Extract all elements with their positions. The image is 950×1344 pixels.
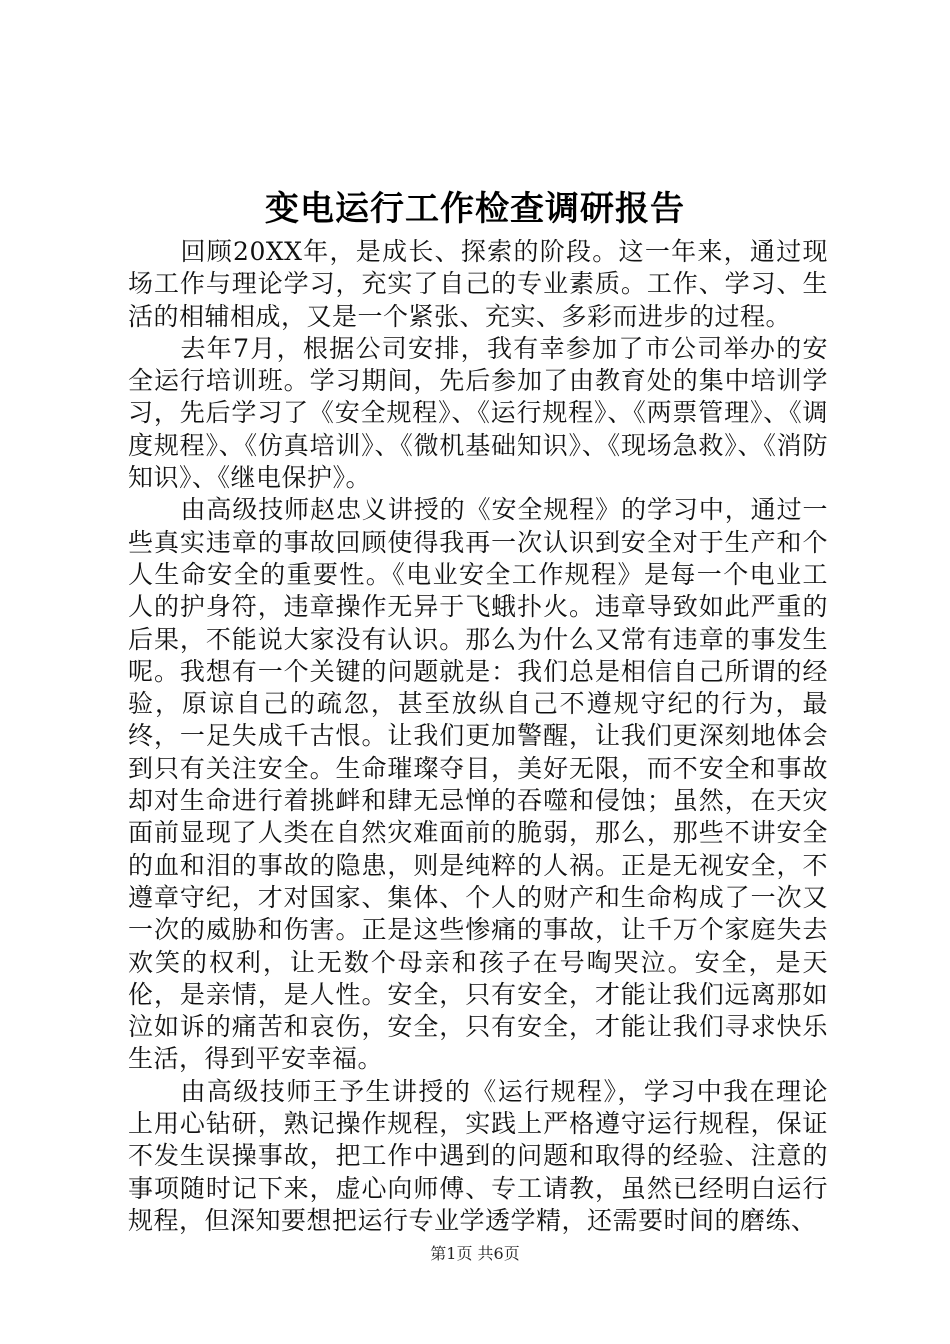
paragraph-1: 回顾20XX年，是成长、探索的阶段。这一年来，通过现场工作与理论学习，充实了自己的专业素质。工作、学习、生活的相辅相成，又是一个紧张、充实、多彩而进步的过程。: [128, 237, 828, 331]
page-number: 第1页 共6页: [430, 1244, 520, 1263]
paragraph-2: 去年7月，根据公司安排，我有幸参加了市公司举办的安全运行培训班。学习期间，先后参加了由教育处的集中培训学习，先后学习了《安全规程》、《运行规程》、《两票管理》、《调度规程》、《仿真培训》、《微机基础知识》、《现场急救》、《消防知识》、《继电保护》。: [128, 333, 828, 493]
paragraph-3: 由高级技师赵忠义讲授的《安全规程》的学习中，通过一些真实违章的事故回顾使得我再一次认识到安全对于生产和个人生命安全的重要性。《电业安全工作规程》是每一个电业工人的护身符，违章操作无异于飞蛾扑火。违章导致如此严重的后果，不能说大家没有认识。那么为什么又常有违章的事发生呢。我想有一个关键的问题就是：我们总是相信自己所谓的经验，原谅自己的疏忽，甚至放纵自己不遵规守纪的行为，最终，一足失成千古恨。让我们更加警醒，让我们更深刻地体会到只有关注安全。生命璀璨夺目，美好无限，而不安全和事故却对生命进行着挑衅和肆无忌惮的吞噬和侵蚀；虽然，在天灾面前显现了人类在自然灾难面前的脆弱，那么，那些不讲安全的血和泪的事故的隐患，则是纯粹的人祸。正是无视安全，不遵章守纪，才对国家、集体、个人的财产和生命构成了一次又一次的威胁和伤害。正是这些惨痛的事故，让千万个家庭失去欢笑的权利，让无数个母亲和孩子在号啕哭泣。安全，是天伦，是亲情，是人性。安全，只有安全，才能让我们远离那如泣如诉的痛苦和哀伤，安全，只有安全，才能让我们寻求快乐生活，得到平安幸福。: [128, 495, 828, 1074]
document-title: 变电运行工作检查调研报告: [265, 189, 685, 229]
paragraph-4: 由高级技师王予生讲授的《运行规程》，学习中我在理论上用心钻研，熟记操作规程，实践上严格遵守运行规程，保证不发生误操事故，把工作中遇到的问题和取得的经验、注意的事项随时记下来，虚心向师傅、专工请教，虽然已经明白运行规程，但深知要想把运行专业学透学精，还需要时间的磨练、: [128, 1076, 828, 1235]
document-body: [128, 236, 828, 1237]
